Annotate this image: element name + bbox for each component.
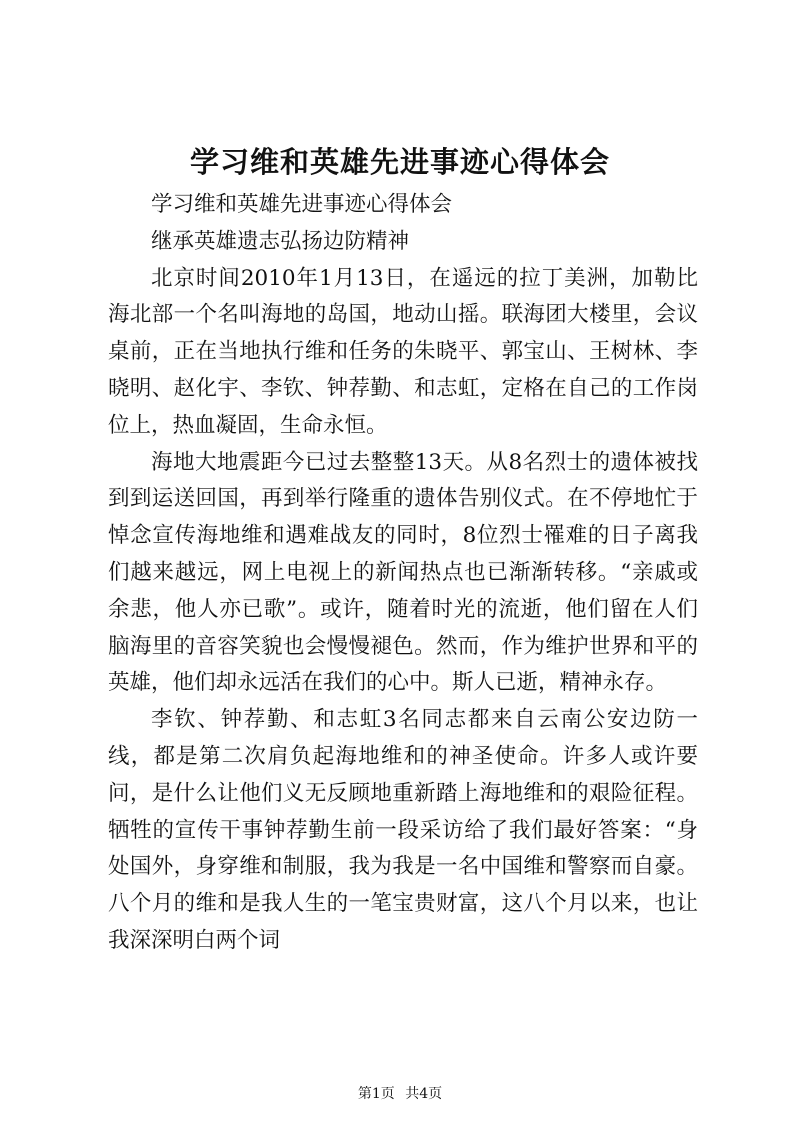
paragraph-subtitle: 学习维和英雄先进事迹心得体会 [151, 192, 453, 217]
paragraph-heading: 继承英雄遗志弘扬边防精神 [151, 228, 410, 254]
paragraph: 李钦、钟荐勤、和志虹3名同志都来自云南公安边防一线，都是第二次肩负起海地维和的神圣使命。许多人或许要问，是什么让他们义无反顾地重新踏上海地维和的艰险征程。牺牲的宣传干事钟荐勤生前一段采访给了我们最好答案：“身处国外，身穿维和制服，我为我是一名中国维和警察而自豪。八个月的维和是我人生的一笔宝贵财富，这八个月以来，也让我深深明白两个词 [108, 707, 698, 953]
page-footer [0, 1084, 800, 1104]
paragraph: 海地大地震距今已过去整整13天。从8名烈士的遗体被找到到运送回国，再到举行隆重的遗体告别仪式。在不停地忙于悼念宣传海地维和遇难战友的同时，8位烈士罹难的日子离我们越来越远，网上电视上的新闻热点也已渐渐转移。“亲戚或余悲，他人亦已歌”。或许，随着时光的流逝，他们留在人们脑海里的音容笑貌也会慢慢褪色。然而，作为维护世界和平的英雄，他们却永远活在我们的心中。斯人已逝，精神永存。 [108, 449, 698, 696]
paragraph: 北京时间2010年1月13日，在遥远的拉丁美洲，加勒比海北部一个名叫海地的岛国，地动山摇。联海团大楼里，会议桌前，正在当地执行维和任务的朱晓平、郭宝山、王树林、李晓明、赵化宇、李钦、钟荐勤、和志虹，定格在自己的工作岗位上，热血凝固，生命永恒。 [108, 265, 698, 438]
page-total: 共4页 [405, 1086, 443, 1102]
document-body [108, 187, 698, 960]
document-title: 学习维和英雄先进事迹心得体会 [189, 145, 610, 179]
page-number: 第1页 [357, 1086, 395, 1102]
